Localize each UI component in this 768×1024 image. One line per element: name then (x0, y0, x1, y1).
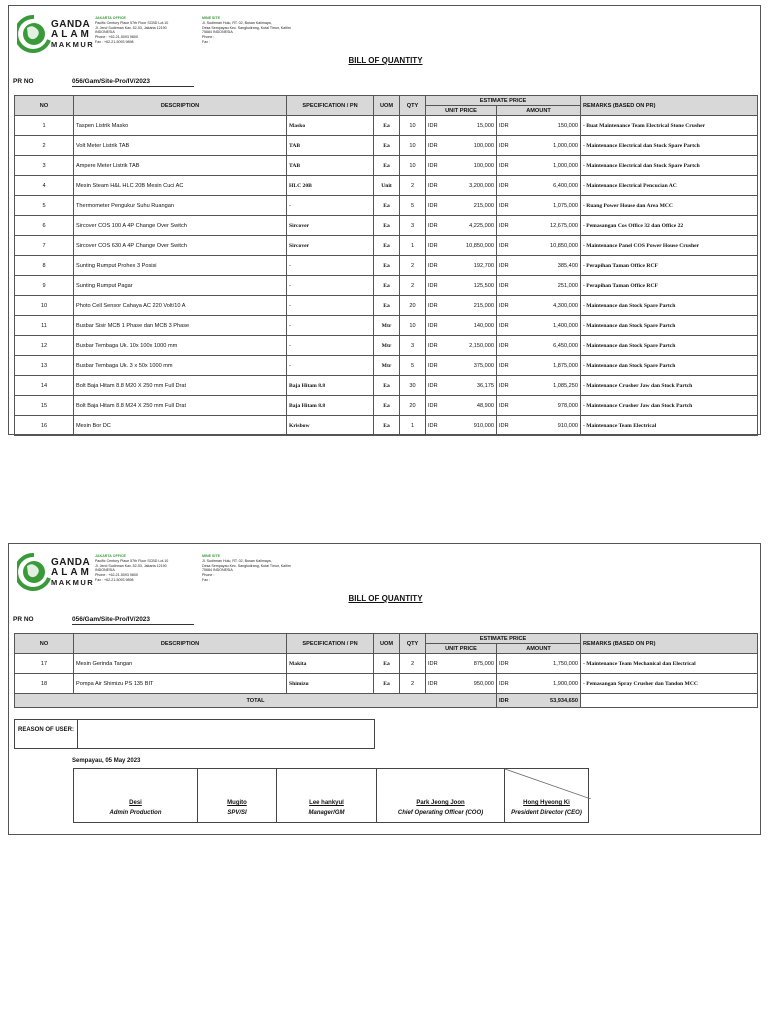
row-specification: HLC 20B (287, 176, 374, 196)
row-specification: Baja Hitam 8.8 (287, 396, 374, 416)
row-unit-price: 215,000 (444, 196, 497, 216)
row-unit-currency: IDR (426, 674, 444, 694)
row-qty: 2 (400, 276, 426, 296)
document-page-2 (8, 543, 761, 835)
signature-block (73, 768, 589, 823)
row-remarks: - Maintenance dan Stock Spare Partch (581, 316, 758, 336)
col-header-uom: UOM (374, 96, 400, 116)
row-specification: - (287, 196, 374, 216)
row-description: Mesin Bor DC (74, 416, 287, 436)
row-amount: 1,750,000 (515, 654, 581, 674)
mine-site-address (202, 16, 291, 45)
signer-name: Hong Hyeong Ki (523, 800, 570, 806)
row-specification: Sircover (287, 236, 374, 256)
col-header-spec: SPECIFICATION / PN (287, 634, 374, 654)
row-unit-currency: IDR (426, 296, 444, 316)
row-uom: Unit (374, 176, 400, 196)
row-unit-price: 48,900 (444, 396, 497, 416)
pr-no-label: PR NO (13, 616, 34, 623)
col-header-remarks: REMARKS (BASED ON PR) (581, 96, 758, 116)
table-row (15, 116, 758, 136)
row-amount-currency: IDR (497, 416, 515, 436)
row-unit-price: 10,850,000 (444, 236, 497, 256)
row-uom: Ea (374, 216, 400, 236)
row-description: Sircover COS 100 A 4P Change Over Switch (74, 216, 287, 236)
row-specification: TAB (287, 156, 374, 176)
row-no: 18 (15, 674, 74, 694)
row-qty: 10 (400, 116, 426, 136)
row-qty: 1 (400, 236, 426, 256)
row-description: Mesin Gerinda Tangan (74, 654, 287, 674)
row-specification: - (287, 316, 374, 336)
pr-no-value: 056/Gam/Site-Pro/IV/2023 (72, 78, 194, 87)
row-uom: Mtr (374, 336, 400, 356)
company-name-line3: MAKMUR (51, 578, 95, 587)
total-amount: 53,934,650 (515, 694, 581, 708)
row-no: 4 (15, 176, 74, 196)
row-amount-currency: IDR (497, 256, 515, 276)
signature-cell (377, 769, 505, 822)
row-uom: Ea (374, 116, 400, 136)
row-qty: 5 (400, 356, 426, 376)
row-unit-price: 215,000 (444, 296, 497, 316)
row-amount: 4,300,000 (515, 296, 581, 316)
row-description: Mesin Steam H&L HLC 20B Mesin Cuci AC (74, 176, 287, 196)
row-amount: 12,675,000 (515, 216, 581, 236)
pr-no-label: PR NO (13, 78, 34, 85)
address-line: 75684 INDONESIA (202, 568, 233, 573)
address-line: Fax : (202, 39, 210, 44)
row-no: 5 (15, 196, 74, 216)
row-specification: - (287, 356, 374, 376)
total-currency: IDR (497, 694, 515, 708)
row-uom: Mtr (374, 356, 400, 376)
row-remarks: - Pemasangan Spray Crusher dan Tandon MCC (581, 674, 758, 694)
address-line: Pacific Century Place 57th Floor SCBD Lot.10 (95, 558, 169, 563)
row-no: 17 (15, 654, 74, 674)
total-label: TOTAL (15, 694, 497, 708)
row-unit-price: 15,000 (444, 116, 497, 136)
row-uom: Ea (374, 416, 400, 436)
row-amount: 1,000,000 (515, 156, 581, 176)
row-remarks: - Maintenance Panel COS Power House Crusher (581, 236, 758, 256)
row-uom: Ea (374, 396, 400, 416)
row-amount: 1,075,000 (515, 196, 581, 216)
col-header-uom: UOM (374, 634, 400, 654)
col-header-spec: SPECIFICATION / PN (287, 96, 374, 116)
address-line: Phone : (202, 35, 215, 40)
row-no: 3 (15, 156, 74, 176)
signer-position: Admin Production (109, 810, 162, 816)
table-row (15, 276, 758, 296)
row-amount-currency: IDR (497, 156, 515, 176)
table-row (15, 196, 758, 216)
row-unit-price: 100,000 (444, 136, 497, 156)
row-specification: - (287, 296, 374, 316)
jakarta-office-title: JAKARTA OFFICE (95, 554, 126, 558)
address-line: Desa Sempayau Kec. Sangkulirang, Kutai Timur, Kaltim (202, 563, 291, 568)
row-specification: - (287, 256, 374, 276)
row-amount-currency: IDR (497, 296, 515, 316)
row-amount-currency: IDR (497, 396, 515, 416)
row-amount-currency: IDR (497, 356, 515, 376)
row-unit-price: 875,000 (444, 654, 497, 674)
row-unit-currency: IDR (426, 336, 444, 356)
row-remarks: - Pemasangan Cos Office 32 dan Office 22 (581, 216, 758, 236)
row-qty: 2 (400, 674, 426, 694)
row-amount-currency: IDR (497, 674, 515, 694)
boq-table (14, 633, 758, 708)
row-amount-currency: IDR (497, 196, 515, 216)
row-specification: Sircover (287, 216, 374, 236)
row-amount: 1,900,000 (515, 674, 581, 694)
row-qty: 5 (400, 196, 426, 216)
document-title: BILL OF QUANTITY (348, 594, 423, 603)
total-row (15, 694, 758, 708)
row-unit-currency: IDR (426, 316, 444, 336)
row-amount: 1,875,000 (515, 356, 581, 376)
company-name-line1: GANDA (51, 19, 91, 30)
col-header-qty: QTY (400, 634, 426, 654)
row-unit-currency: IDR (426, 176, 444, 196)
row-no: 10 (15, 296, 74, 316)
row-unit-price: 125,500 (444, 276, 497, 296)
company-logo (17, 14, 95, 56)
row-no: 7 (15, 236, 74, 256)
row-no: 9 (15, 276, 74, 296)
table-row (15, 216, 758, 236)
signature-cell (277, 769, 377, 822)
table-row (15, 416, 758, 436)
row-description: Bolt Baja Hitam 8.8 M20 X 250 mm Full Drat (74, 376, 287, 396)
row-amount-currency: IDR (497, 176, 515, 196)
row-remarks: - Buat Maintenance Team Electrical Stone Crusher (581, 116, 758, 136)
pr-no-value: 056/Gam/Site-Pro/IV/2023 (72, 616, 194, 625)
table-row (15, 674, 758, 694)
row-qty: 2 (400, 256, 426, 276)
row-description: Bolt Baja Hitam 8.8 M24 X 250 mm Full Drat (74, 396, 287, 416)
signer-position: SPV/SI (227, 810, 247, 816)
row-no: 2 (15, 136, 74, 156)
row-amount-currency: IDR (497, 336, 515, 356)
row-uom: Ea (374, 236, 400, 256)
row-uom: Ea (374, 136, 400, 156)
company-name-line2: ALAM (51, 567, 92, 578)
address-line: 75684 INDONESIA (202, 30, 233, 35)
mine-site-address (202, 554, 291, 583)
row-unit-currency: IDR (426, 376, 444, 396)
row-qty: 1 (400, 416, 426, 436)
address-line: Fax : +62-21-5093 9898 (95, 39, 134, 44)
row-description: Ampere Meter Listrik TAB (74, 156, 287, 176)
signer-position: Chief Operating Officer (COO) (397, 810, 484, 816)
row-uom: Ea (374, 156, 400, 176)
row-uom: Ea (374, 674, 400, 694)
row-unit-currency: IDR (426, 356, 444, 376)
address-line: Jl. Sudirman Hulu, RT. 02, Busan Kalimaya, (202, 20, 272, 25)
row-amount: 6,400,000 (515, 176, 581, 196)
row-amount: 10,850,000 (515, 236, 581, 256)
row-amount: 978,000 (515, 396, 581, 416)
row-specification: - (287, 336, 374, 356)
table-row (15, 654, 758, 674)
row-no: 13 (15, 356, 74, 376)
row-amount: 1,400,000 (515, 316, 581, 336)
table-row (15, 396, 758, 416)
jakarta-office-address (95, 554, 168, 583)
row-amount-currency: IDR (497, 276, 515, 296)
col-header-amount: AMOUNT (497, 644, 581, 654)
row-no: 14 (15, 376, 74, 396)
row-remarks: - Maintenance dan Stock Spare Partch (581, 356, 758, 376)
row-unit-price: 375,000 (444, 356, 497, 376)
row-amount: 251,000 (515, 276, 581, 296)
row-unit-currency: IDR (426, 216, 444, 236)
row-unit-currency: IDR (426, 236, 444, 256)
row-qty: 10 (400, 156, 426, 176)
row-description: Volt Meter Listrik TAB (74, 136, 287, 156)
row-unit-currency: IDR (426, 276, 444, 296)
row-remarks: - Maintenance Electrical Pencucian AC (581, 176, 758, 196)
signature-cell (505, 769, 588, 822)
row-amount-currency: IDR (497, 376, 515, 396)
signer-name: Mugito (227, 800, 247, 806)
row-amount: 1,000,000 (515, 136, 581, 156)
row-description: Pompa Air Shimizu PS 135 BIT (74, 674, 287, 694)
row-remarks: - Ruang Power House dan Area MCC (581, 196, 758, 216)
row-remarks: - Maintenance Electrical dan Stock Spare Partch (581, 136, 758, 156)
row-amount-currency: IDR (497, 116, 515, 136)
address-line: Fax : (202, 577, 210, 582)
row-unit-price: 36,175 (444, 376, 497, 396)
row-specification: TAB (287, 136, 374, 156)
row-unit-currency: IDR (426, 136, 444, 156)
row-unit-currency: IDR (426, 196, 444, 216)
col-header-remarks: REMARKS (BASED ON PR) (581, 634, 758, 654)
table-row (15, 236, 758, 256)
row-uom: Ea (374, 654, 400, 674)
row-description: Photo Cell Sensor Cahaya AC 220 Volt/10 A (74, 296, 287, 316)
row-amount: 385,400 (515, 256, 581, 276)
row-qty: 10 (400, 136, 426, 156)
row-remarks: - Maintenance Crusher Jaw dan Stock Partch (581, 376, 758, 396)
address-line: Phone : +62-21-5093 9800 (95, 573, 138, 578)
address-line: INDONESIA (95, 30, 115, 35)
row-qty: 30 (400, 376, 426, 396)
col-header-unit-price: UNIT PRICE (426, 644, 497, 654)
row-unit-price: 140,000 (444, 316, 497, 336)
address-line: Pacific Century Place 57th Floor SCBD Lot.10 (95, 20, 169, 25)
row-unit-currency: IDR (426, 256, 444, 276)
total-remarks-empty (581, 694, 758, 708)
row-qty: 10 (400, 316, 426, 336)
address-line: INDONESIA (95, 568, 115, 573)
address-line: Jl. Jend Sudirman Kav. 52-53, Jakarta 12190 (95, 563, 167, 568)
row-no: 15 (15, 396, 74, 416)
row-qty: 20 (400, 296, 426, 316)
table-row (15, 376, 758, 396)
row-description: Sunting Rumput Pagar (74, 276, 287, 296)
boq-table (14, 95, 758, 436)
table-row (15, 136, 758, 156)
mine-site-title: MINE SITE (202, 16, 220, 20)
company-name-line1: GANDA (51, 557, 91, 568)
row-amount-currency: IDR (497, 216, 515, 236)
reason-of-user-label: REASON OF USER: (15, 720, 78, 748)
row-remarks: - Maintenance dan Stock Spare Partch (581, 336, 758, 356)
row-amount-currency: IDR (497, 654, 515, 674)
signer-position: Manager/GM (308, 810, 345, 816)
company-name-line3: MAKMUR (51, 40, 95, 49)
row-unit-price: 950,000 (444, 674, 497, 694)
row-specification: Masko (287, 116, 374, 136)
row-no: 11 (15, 316, 74, 336)
signer-name: Lee hankyul (309, 800, 344, 806)
address-line: Jl. Sudirman Hulu, RT. 02, Busan Kalimaya, (202, 558, 272, 563)
row-uom: Ea (374, 296, 400, 316)
row-no: 1 (15, 116, 74, 136)
row-unit-currency: IDR (426, 156, 444, 176)
row-description: Sunting Rumput Prohex 3 Posisi (74, 256, 287, 276)
row-amount: 6,450,000 (515, 336, 581, 356)
row-specification: - (287, 276, 374, 296)
row-unit-price: 3,200,000 (444, 176, 497, 196)
table-row (15, 176, 758, 196)
row-unit-price: 192,700 (444, 256, 497, 276)
address-line: Phone : (202, 573, 215, 578)
signature-cell (198, 769, 277, 822)
col-header-description: DESCRIPTION (74, 634, 287, 654)
row-unit-currency: IDR (426, 116, 444, 136)
row-qty: 20 (400, 396, 426, 416)
address-line: Desa Sempayau Kec. Sangkulirang, Kutai Timur, Kaltim (202, 25, 291, 30)
row-unit-price: 4,225,000 (444, 216, 497, 236)
row-remarks: - Maintenance Team Mechanical dan Electrical (581, 654, 758, 674)
row-unit-price: 910,000 (444, 416, 497, 436)
address-line: Fax : +62-21-5093 9898 (95, 577, 134, 582)
diagonal-line-mark (505, 769, 591, 799)
row-specification: Krisbow (287, 416, 374, 436)
row-uom: Ea (374, 276, 400, 296)
document-title: BILL OF QUANTITY (348, 56, 423, 65)
signoff-date: Sempayau, 05 May 2023 (72, 758, 141, 764)
row-unit-price: 100,000 (444, 156, 497, 176)
signature-cell (74, 769, 198, 822)
globe-logo-icon (17, 552, 51, 592)
table-row (15, 316, 758, 336)
table-row (15, 256, 758, 276)
row-remarks: - Perapihan Taman Office RCF (581, 256, 758, 276)
row-unit-currency: IDR (426, 416, 444, 436)
row-description: Thermometer Pengukur Suhu Ruangan (74, 196, 287, 216)
row-description: Busbar Tembaga Uk. 3 x 50x 1000 mm (74, 356, 287, 376)
row-no: 6 (15, 216, 74, 236)
row-amount-currency: IDR (497, 236, 515, 256)
row-qty: 2 (400, 176, 426, 196)
mine-site-title: MINE SITE (202, 554, 220, 558)
row-no: 12 (15, 336, 74, 356)
row-amount: 150,000 (515, 116, 581, 136)
row-description: Busbar Tembaga Uk. 10x 100x 1000 mm (74, 336, 287, 356)
table-row (15, 156, 758, 176)
row-remarks: - Maintenance Team Electrical (581, 416, 758, 436)
col-header-qty: QTY (400, 96, 426, 116)
row-amount-currency: IDR (497, 316, 515, 336)
company-name-line2: ALAM (51, 29, 92, 40)
row-amount: 910,000 (515, 416, 581, 436)
row-specification: Baja Hitam 8.8 (287, 376, 374, 396)
signer-name: Park Jeong Joon (416, 800, 465, 806)
col-header-estimate-price: ESTIMATE PRICE (426, 96, 581, 106)
row-specification: Shimizu (287, 674, 374, 694)
address-line: Phone : +62-21-5093 9800 (95, 35, 138, 40)
signer-position: President Director (CEO) (511, 810, 582, 816)
row-qty: 3 (400, 336, 426, 356)
row-no: 16 (15, 416, 74, 436)
table-row (15, 336, 758, 356)
row-amount-currency: IDR (497, 136, 515, 156)
signer-name: Desi (129, 800, 142, 806)
row-uom: Ea (374, 376, 400, 396)
table-row (15, 356, 758, 376)
col-header-unit-price: UNIT PRICE (426, 106, 497, 116)
row-unit-price: 2,150,000 (444, 336, 497, 356)
col-header-no: NO (15, 96, 74, 116)
row-remarks: - Maintenance dan Stock Spare Partch (581, 296, 758, 316)
col-header-description: DESCRIPTION (74, 96, 287, 116)
row-description: Sircover COS 630 A 4P Change Over Switch (74, 236, 287, 256)
row-remarks: - Maintenance Electrical dan Stock Spare Partch (581, 156, 758, 176)
reason-of-user-box (14, 719, 375, 749)
jakarta-office-address (95, 16, 168, 45)
row-unit-currency: IDR (426, 396, 444, 416)
document-page-1 (8, 5, 761, 435)
row-unit-currency: IDR (426, 654, 444, 674)
globe-logo-icon (17, 14, 51, 54)
company-logo (17, 552, 95, 594)
row-amount: 1,085,250 (515, 376, 581, 396)
address-line: Jl. Jend Sudirman Kav. 52-53, Jakarta 12190 (95, 25, 167, 30)
row-remarks: - Maintenance Crusher Jaw dan Stock Partch (581, 396, 758, 416)
row-no: 8 (15, 256, 74, 276)
row-qty: 3 (400, 216, 426, 236)
row-uom: Ea (374, 196, 400, 216)
row-uom: Ea (374, 256, 400, 276)
jakarta-office-title: JAKARTA OFFICE (95, 16, 126, 20)
table-row (15, 296, 758, 316)
col-header-estimate-price: ESTIMATE PRICE (426, 634, 581, 644)
row-description: Busbar Sisir MCB 1 Phase dan MCB 3 Phase (74, 316, 287, 336)
row-description: Taspen Listrik Masko (74, 116, 287, 136)
col-header-no: NO (15, 634, 74, 654)
row-uom: Mtr (374, 316, 400, 336)
row-qty: 2 (400, 654, 426, 674)
reason-of-user-value[interactable] (78, 720, 374, 748)
row-remarks: - Perapihan Taman Office RCF (581, 276, 758, 296)
row-specification: Makita (287, 654, 374, 674)
col-header-amount: AMOUNT (497, 106, 581, 116)
